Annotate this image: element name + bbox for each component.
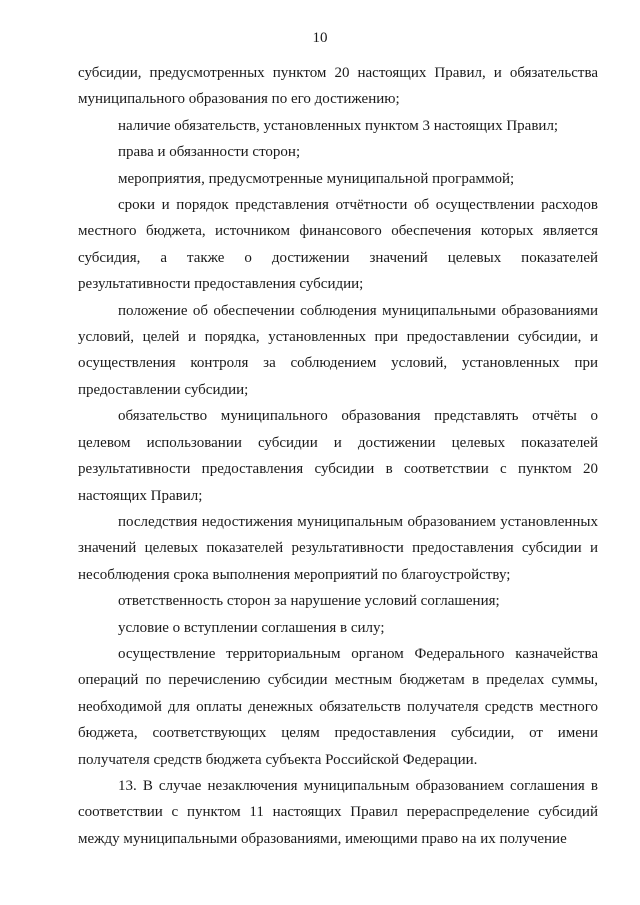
paragraph: положение об обеспечении соблюдения муниципальными образованиями условий, целей и порядка, установленных при предоставлении субсидии, и осуществления контроля за соблюдением условий, установленных при предоставлении субсидии; <box>78 302 598 398</box>
paragraph: обязательство муниципального образования представлять отчёты о целевом использовании субсидии и достижении целевых показателей результативности предоставления субсидии в соответствии с пунктом 20 настоящих Правил; <box>78 408 598 504</box>
paragraph: права и обязанности сторон; <box>118 144 301 161</box>
paragraph: последствия недостижения муниципальным образованием установленных значений целевых показателей результативности предоставления субсидии и несоблюдения срока выполнения мероприятий по благоустройству; <box>78 513 598 583</box>
paragraph: условие о вступлении соглашения в силу; <box>118 619 385 636</box>
page-number: 10 <box>312 30 328 46</box>
paragraph: наличие обязательств, установленных пунктом 3 настоящих Правил; <box>118 117 559 134</box>
document-body <box>78 60 598 852</box>
paragraph: осуществление территориальным органом Федерального казначейства операций по перечислению субсидии местным бюджетам в пределах суммы, необходимой для оплаты денежных обязательств получателя средств местного бюджета, соответствующих целям предоставления субсидии, от имени получателя средств бюджета субъекта Российской Федерации. <box>78 645 598 768</box>
paragraph: сроки и порядок представления отчётности об осуществлении расходов местного бюджета, источником финансового обеспечения которых является субсидия, а также о достижении значений целевых показателей результативности предоставления субсидии; <box>78 197 598 293</box>
paragraph: ответственность сторон за нарушение условий соглашения; <box>118 593 500 610</box>
paragraph: мероприятия, предусмотренные муниципальной программой; <box>118 170 515 187</box>
paragraph-section-13: 13. В случае незаключения муниципальным образованием соглашения в соответствии с пунктом 11 настоящих Правил перераспределение субсидий между муниципальными образованиями, имеющими право на их получение <box>78 777 598 847</box>
paragraph: субсидии, предусмотренных пунктом 20 настоящих Правил, и обязательства муниципального образования по его достижению; <box>78 65 598 108</box>
